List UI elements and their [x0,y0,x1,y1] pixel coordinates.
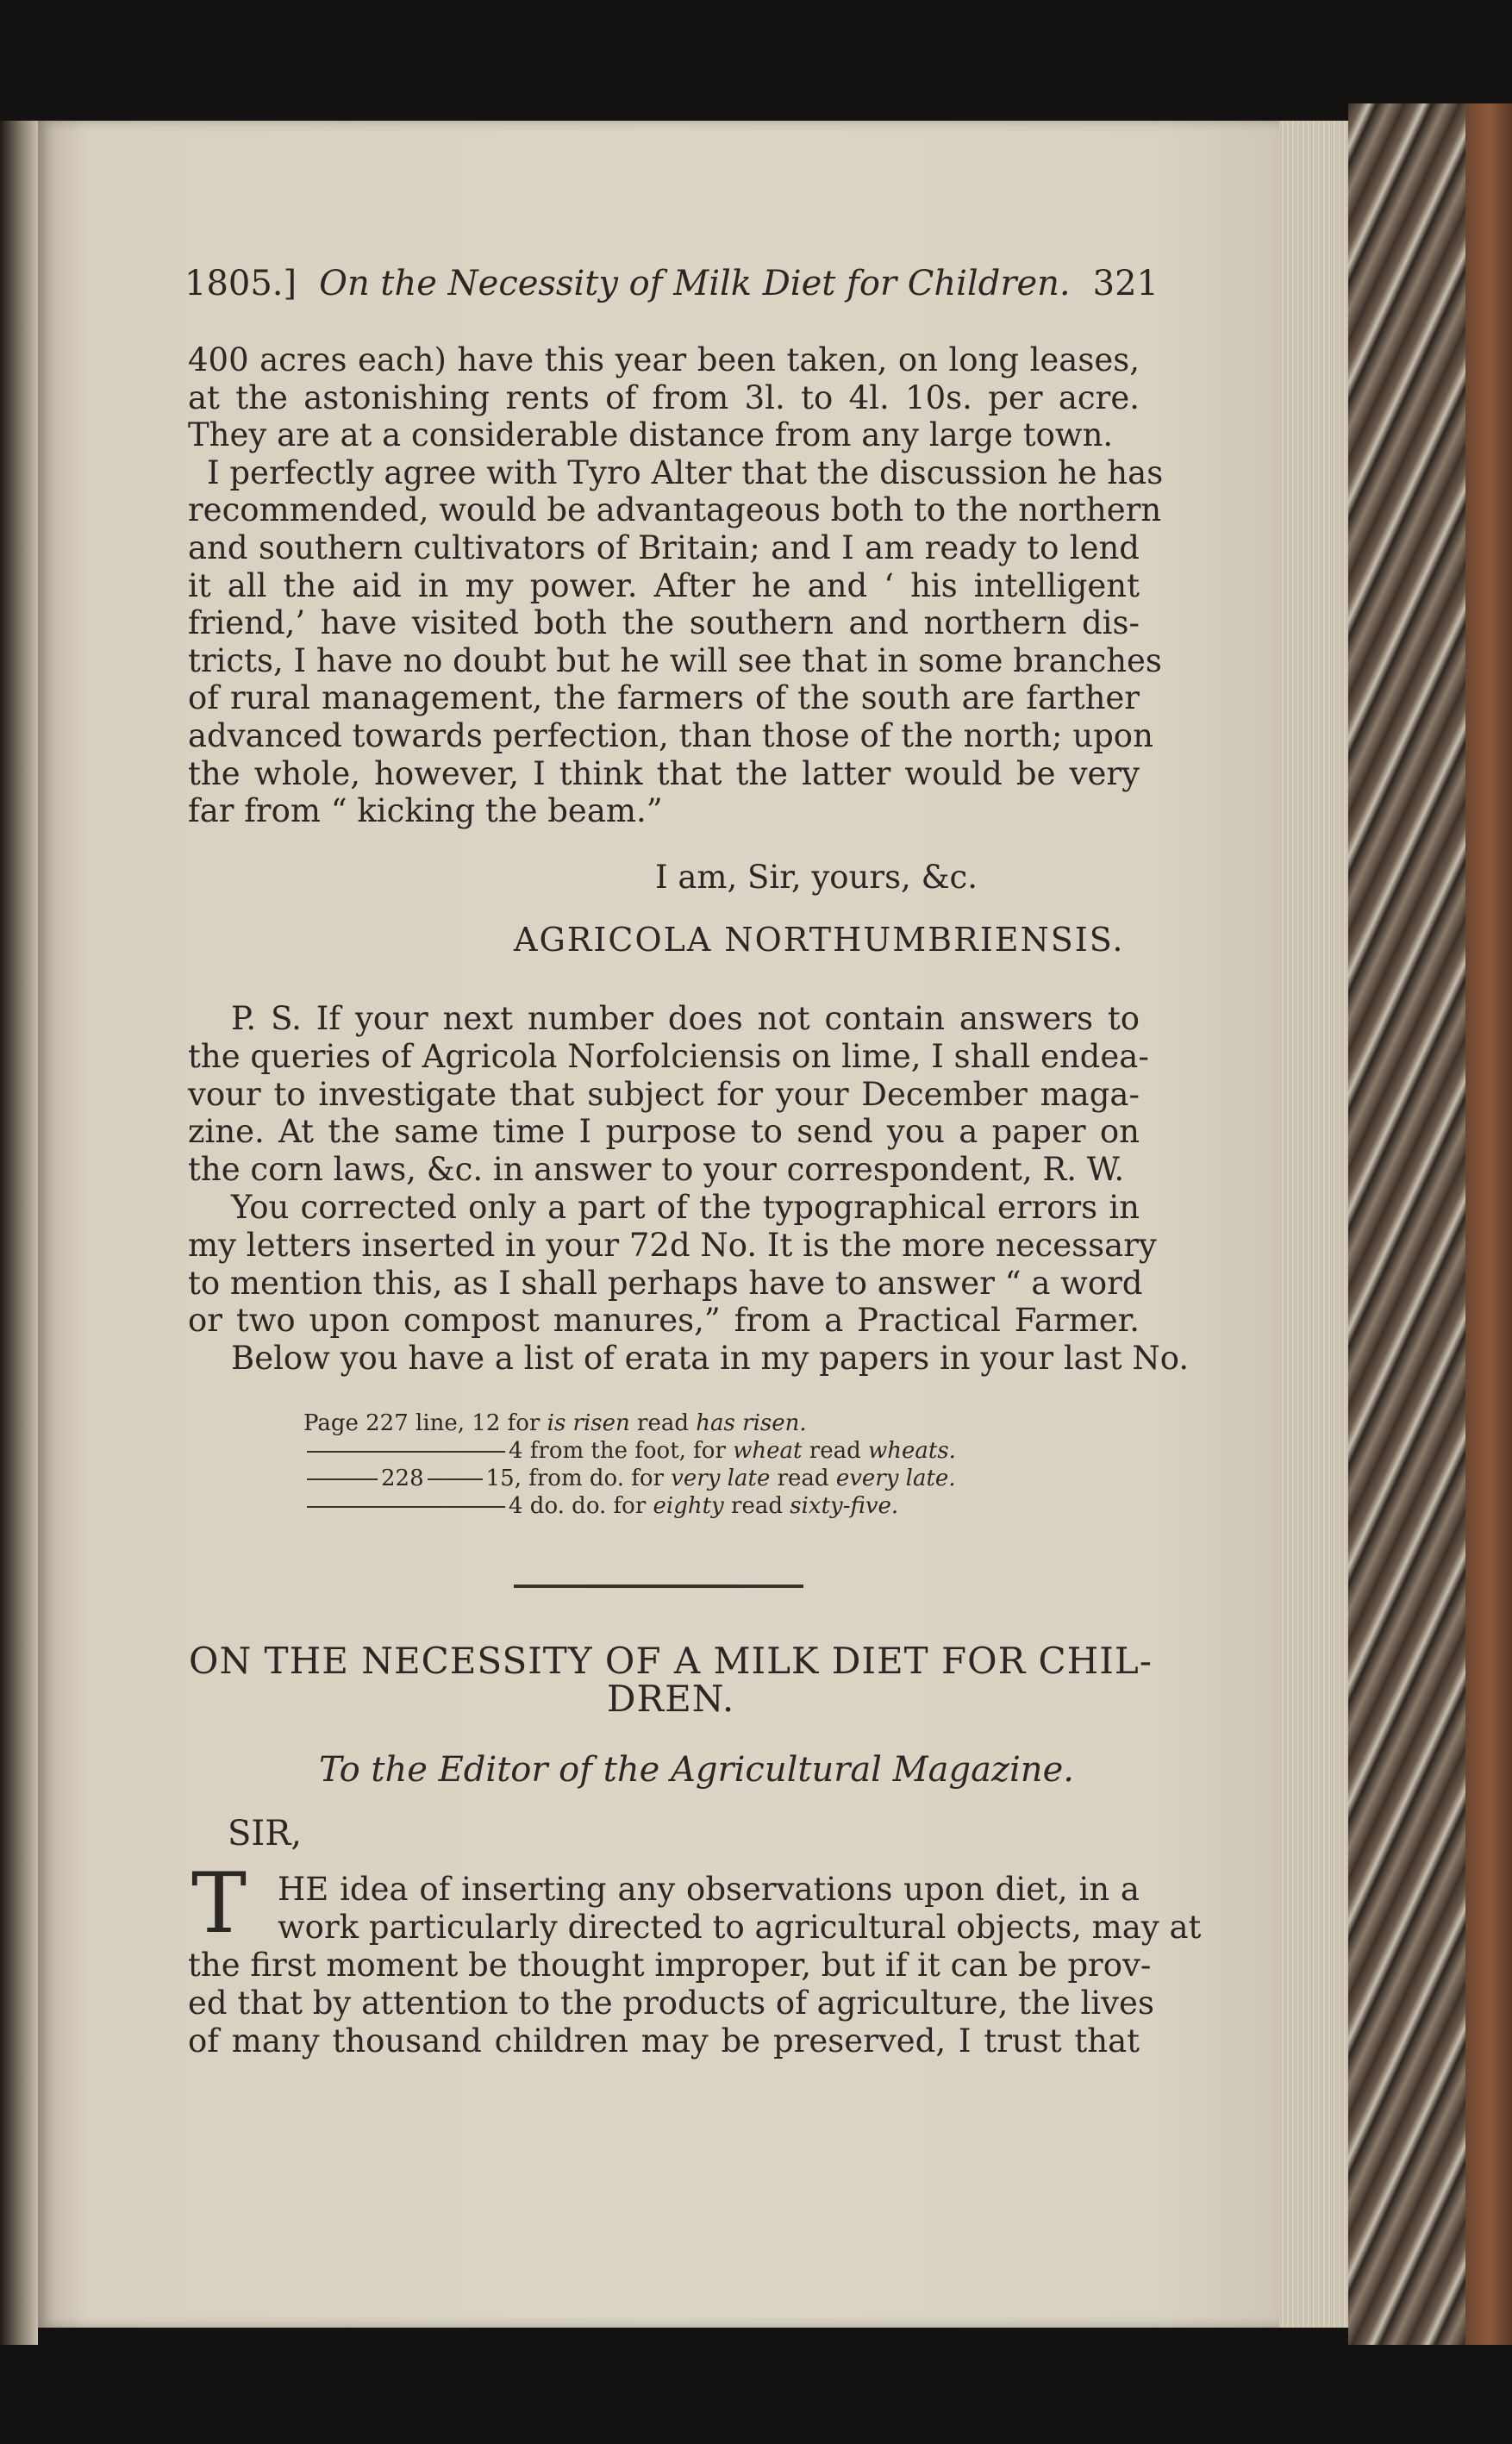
errata-wrong: eighty [653,1493,724,1519]
text-line: of rural management, the farmers of the south are farther [188,679,1140,717]
text-line: tricts, I have no doubt but he will see that in some branches [188,641,1162,679]
text-line: I perfectly agree with Tyro Alter that the discussion he has [207,453,1164,491]
ditto-dash [307,1451,505,1453]
text-line: or two upon compost manures,” from a Practical Farmer. [188,1302,1140,1340]
text-line: ed that by attention to the products of agriculture, the lives [188,1984,1154,2022]
errata-entry [303,1410,807,1436]
article-title: ON THE NECESSITY OF A MILK DIET FOR CHIL- [189,1640,1153,1682]
text-line: zine. At the same time I purpose to send you a paper on [188,1113,1140,1151]
text-line: They are at a considerable distance from any large town. [188,416,1114,454]
text-line: Below you have a list of erata in my papers in your last No. [231,1340,1190,1378]
text-line: recommended, would be advantageous both to the northern [188,491,1162,529]
header-year: 1805.] [184,264,297,303]
text-line: to mention this, as I shall perhaps have to answer “ a word [188,1264,1143,1302]
errata-correct: every late. [835,1466,956,1491]
text-line: my letters inserted in your 72d No. It is the more necessary [188,1226,1157,1264]
errata-read: read [723,1493,790,1519]
article-first-line: HE idea of inserting any observations upon diet, in a [278,1871,1140,1908]
leather-binding [1465,103,1512,2345]
closing-line: I am, Sir, yours, &c. [655,859,978,896]
errata-correct: sixty-five. [790,1493,899,1519]
text-line: of many thousand children may be preserved, I trust that [188,2022,1140,2060]
errata-read: read [802,1438,868,1464]
text-line: 400 acres each) have this year been taken, on long leases, [188,341,1140,378]
section-divider [514,1585,803,1588]
errata-read: read [770,1466,836,1491]
facing-page-edge [0,121,38,2345]
errata-entry [303,1466,956,1491]
errata-lead: 4 do. do. for [509,1493,653,1519]
header-title: On the Necessity of Milk Diet for Children. [319,264,1071,303]
salutation: SIR, [228,1814,303,1853]
errata-lead: 228 [381,1466,424,1491]
errata-correct: wheats. [868,1438,956,1464]
drop-cap: T [191,1855,247,1952]
page-fore-edge [1279,121,1348,2328]
ditto-dash [307,1506,505,1508]
errata-lead: 4 from the foot, for [509,1438,734,1464]
errata-detail: 15, from do. for [485,1466,672,1491]
text-line: P. S. If your next number does not contain answers to [231,1000,1140,1037]
article-title-continued: DREN. [606,1678,735,1720]
to-editor-line: To the Editor of the Agricultural Magazine. [319,1750,1074,1790]
errata-correct: has risen. [696,1410,807,1436]
text-line: it all the aid in my power. After he and ‘ his intelligent [188,566,1140,604]
ditto-dash [307,1478,378,1480]
errata-lead: Page 227 line, 12 for [303,1410,547,1436]
errata-wrong: is risen [547,1410,630,1436]
text-line: far from “ kicking the beam.” [188,792,663,830]
page-number: 321 [1092,264,1159,303]
text-line: the corn laws, &c. in answer to your correspondent, R. W. [188,1151,1125,1189]
text-line: You corrected only a part of the typographical errors in [231,1189,1140,1226]
text-line: vour to investigate that subject for your December maga- [188,1075,1140,1113]
text-line: the queries of Agricola Norfolciensis on lime, I shall endea- [188,1037,1149,1075]
ditto-dash [428,1478,483,1480]
errata-read: read [629,1410,697,1436]
errata-wrong: wheat [733,1438,803,1464]
signature: AGRICOLA NORTHUMBRIENSIS. [514,921,1125,959]
article-second-line: work particularly directed to agricultural objects, may at [278,1909,1202,1946]
text-line: the first moment be thought improper, but if it can be prov- [188,1947,1152,1984]
errata-entry [303,1438,956,1464]
text-line: at the astonishing rents of from 3l. to 4l. 10s. per acre. [188,378,1140,416]
running-header [184,264,1159,316]
text-line: and southern cultivators of Britain; and I am ready to lend [188,529,1140,566]
text-line: friend,’ have visited both the southern and northern dis- [188,604,1140,642]
errata-wrong: very late [671,1466,771,1491]
text-line: advanced towards perfection, than those of the north; upon [188,717,1153,754]
text-line: the whole, however, I think that the latter would be very [188,754,1140,792]
errata-entry [303,1493,898,1519]
